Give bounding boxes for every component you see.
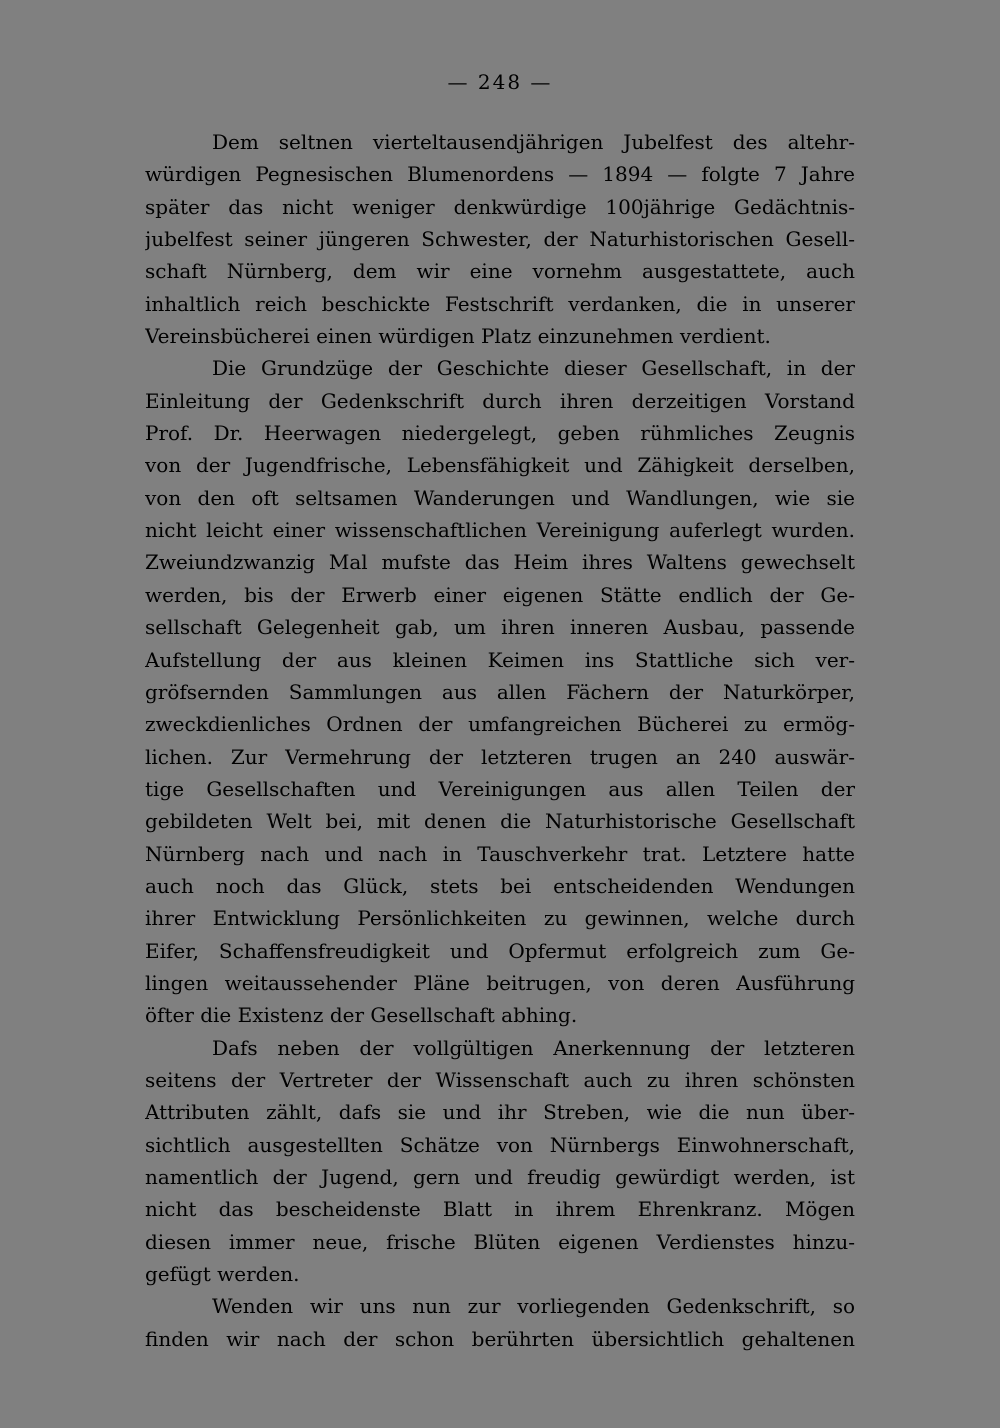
text-line: Attributen zählt, dafs sie und ihr Streben, wie die nun über- <box>145 1100 855 1125</box>
text-line: von der Jugendfrische, Lebensfähigkeit und Zähigkeit derselben, <box>145 453 855 478</box>
text-line: jubelfest seiner jüngeren Schwester, der Naturhistorischen Gesell- <box>145 227 855 252</box>
text-line: Vereinsbücherei einen würdigen Platz einzunehmen verdient. <box>145 324 771 349</box>
text-line: gefügt werden. <box>145 1262 300 1287</box>
text-line: werden, bis der Erwerb einer eigenen Stätte endlich der Ge- <box>145 582 855 607</box>
text-line: tige Gesellschaften und Vereinigungen aus allen Teilen der <box>145 776 855 801</box>
body-text <box>145 126 855 1355</box>
text-line: Wenden wir uns nun zur vorliegenden Gedenkschrift, so <box>212 1294 855 1319</box>
text-line: Nürnberg nach und nach in Tauschverkehr trat. Letztere hatte <box>145 841 855 866</box>
text-line: später das nicht weniger denkwürdige 100jährige Gedächtnis- <box>145 194 855 219</box>
text-line: nicht das bescheidenste Blatt in ihrem Ehrenkranz. Mögen <box>145 1197 855 1222</box>
text-line: schaft Nürnberg, dem wir eine vornehm ausgestattete, auch <box>145 259 855 284</box>
text-line: gebildeten Welt bei, mit denen die Naturhistorische Gesellschaft <box>145 809 855 834</box>
text-line: auch noch das Glück, stets bei entscheidenden Wendungen <box>145 873 855 898</box>
text-line: sichtlich ausgestellten Schätze von Nürnbergs Einwohnerschaft, <box>145 1132 855 1157</box>
text-line: Die Grundzüge der Geschichte dieser Gesellschaft, in der <box>212 356 855 381</box>
text-line: würdigen Pegnesischen Blumenordens — 1894 — folgte 7 Jahre <box>145 162 855 187</box>
text-line: Eifer, Schaffensfreudigkeit und Opfermut erfolgreich zum Ge- <box>145 938 855 963</box>
text-line: lichen. Zur Vermehrung der letzteren trugen an 240 auswär- <box>145 744 855 769</box>
text-line: Dem seltnen vierteltausendjährigen Jubelfest des altehr- <box>212 130 855 154</box>
text-line: lingen weitaussehender Pläne beitrugen, von deren Ausführung <box>145 970 855 995</box>
text-line: Dafs neben der vollgültigen Anerkennung der letzteren <box>212 1035 855 1060</box>
text-line: sellschaft Gelegenheit gab, um ihren inneren Ausbau, passende <box>145 615 855 640</box>
text-line: von den oft seltsamen Wanderungen und Wandlungen, wie sie <box>145 485 855 510</box>
text-line: nicht leicht einer wissenschaftlichen Vereinigung auferlegt wurden. <box>145 518 855 543</box>
text-line: namentlich der Jugend, gern und freudig gewürdigt werden, ist <box>145 1165 855 1189</box>
text-line: diesen immer neue, frische Blüten eigenen Verdienstes hinzu- <box>145 1229 855 1254</box>
text-line: zweckdienliches Ordnen der umfangreichen Bücherei zu ermög- <box>145 712 855 737</box>
text-line: seitens der Vertreter der Wissenschaft auch zu ihren schönsten <box>145 1067 855 1092</box>
text-line: ihrer Entwicklung Persönlichkeiten zu gewinnen, welche durch <box>145 906 855 931</box>
text-line: öfter die Existenz der Gesellschaft abhing. <box>145 1003 578 1028</box>
text-line: Einleitung der Gedenkschrift durch ihren derzeitigen Vorstand <box>145 388 855 413</box>
text-line: inhaltlich reich beschickte Festschrift verdanken, die in unserer <box>145 291 855 316</box>
page-number: — 248 — <box>447 70 553 94</box>
text-line: Prof. Dr. Heerwagen niedergelegt, geben rühmliches Zeugnis <box>145 421 855 446</box>
text-line: Zweiundzwanzig Mal mufste das Heim ihres Waltens gewechselt <box>145 550 855 575</box>
text-line: gröfsernden Sammlungen aus allen Fächern der Naturkörper, <box>145 679 855 704</box>
text-line: finden wir nach der schon berührten übersichtlich gehaltenen <box>145 1326 855 1351</box>
text-line: Aufstellung der aus kleinen Keimen ins Stattliche sich ver- <box>145 647 855 672</box>
